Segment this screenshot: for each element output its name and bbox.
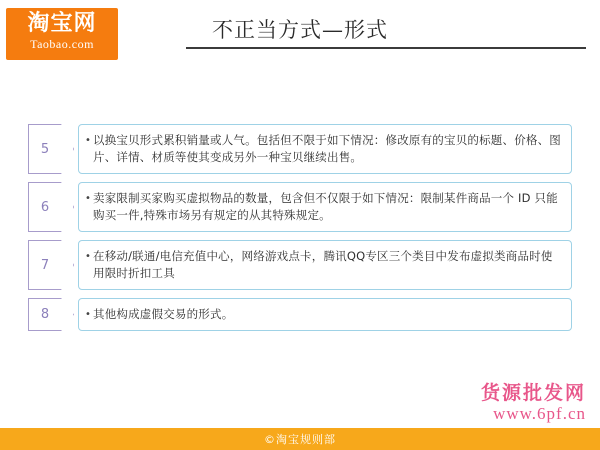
footer-text: ©淘宝规则部 xyxy=(264,433,336,446)
bullet-icon: • xyxy=(85,309,91,320)
list-item-text: 卖家限制买家购买虚拟物品的数量，包含但不仅限于如下情况：限制某件商品一个 ID 只能购买一件,特殊市场另有规定的从其特殊规定。 xyxy=(93,191,558,222)
title-divider xyxy=(186,47,586,49)
chevron-marker-8 xyxy=(28,298,74,331)
list-item-number: 7 xyxy=(40,257,50,273)
list-item xyxy=(28,182,572,232)
list-item-text: 以换宝贝形式累积销量或人气。包括但不限于如下情况：修改原有的宝贝的标题、价格、图片、详情、材质等使其变成另外一种宝贝继续出售。 xyxy=(93,133,561,164)
rule-list xyxy=(28,124,572,339)
list-item xyxy=(28,124,572,174)
chevron-marker-6 xyxy=(28,182,74,232)
watermark-url-text: www.6pf.cn xyxy=(493,404,586,423)
chevron-marker-5 xyxy=(28,124,74,174)
list-item-bubble xyxy=(78,124,572,174)
list-item-bubble xyxy=(78,240,572,290)
list-item-bubble xyxy=(78,298,572,331)
list-item-text: 在移动/联通/电信充值中心，网络游戏点卡，腾讯QQ专区三个类目中发布虚拟类商品时使用限时折扣工具 xyxy=(93,249,553,280)
list-item xyxy=(28,240,572,290)
watermark xyxy=(481,382,586,424)
page-title: 不正当方式—形式 xyxy=(212,18,388,42)
list-item-number: 8 xyxy=(40,307,50,322)
chevron-marker-7 xyxy=(28,240,74,290)
bullet-icon: • xyxy=(85,193,91,204)
list-item-number: 6 xyxy=(40,199,50,215)
list-item-text: 其他构成虚假交易的形式。 xyxy=(93,307,234,321)
bullet-icon: • xyxy=(85,251,91,262)
list-item-number: 5 xyxy=(40,141,50,157)
list-item xyxy=(28,298,572,331)
watermark-chinese-text: 货源批发网 xyxy=(480,382,586,404)
logo-chinese-text: 淘宝网 xyxy=(27,11,97,36)
list-item-bubble xyxy=(78,182,572,232)
footer-bar xyxy=(0,428,600,450)
bullet-icon: • xyxy=(85,135,91,146)
logo-latin-text: Taobao.com xyxy=(30,37,94,51)
taobao-logo xyxy=(6,8,118,60)
